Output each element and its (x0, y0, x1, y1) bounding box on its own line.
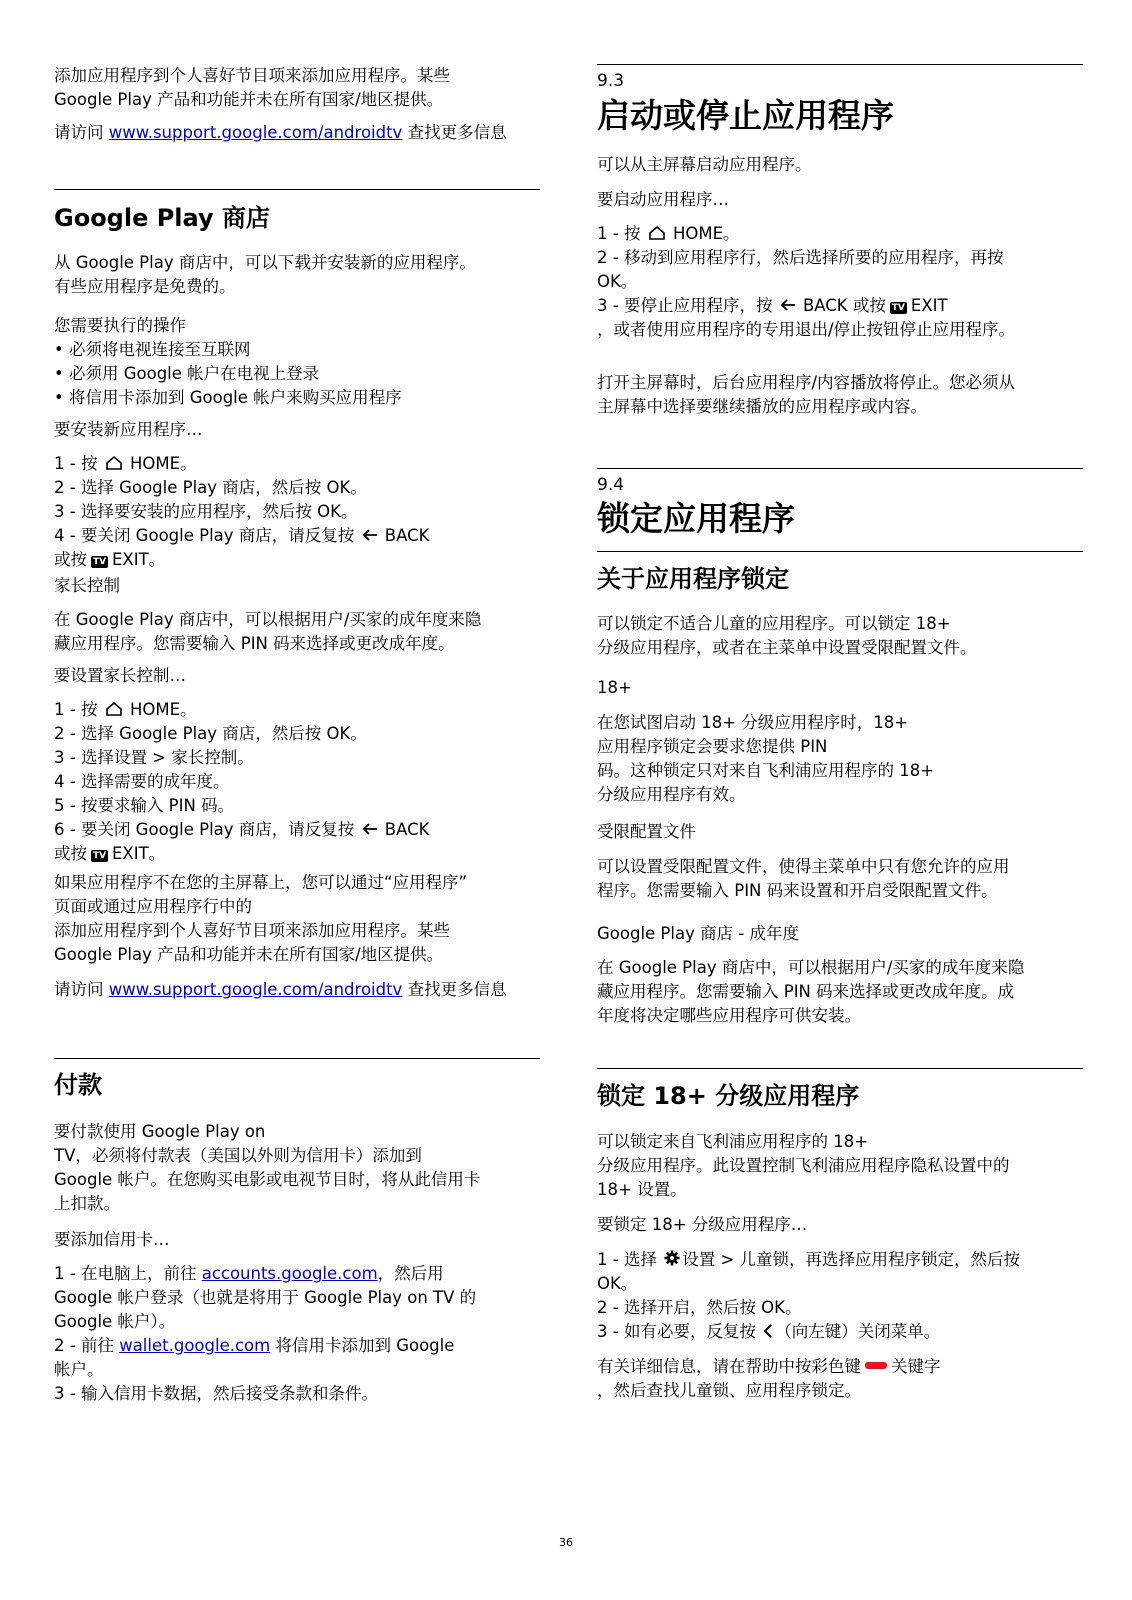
step: 2 - 选择开启，然后按 OK。 (597, 1298, 802, 1317)
back-arrow-icon (362, 822, 378, 836)
paragraph-line: 分级应用程序。此设置控制飞利浦应用程序隐私设置中的 (597, 1156, 1010, 1175)
step: 4 - 要关闭 Google Play 商店，请反复按 BACK (54, 526, 430, 545)
step: 3 - 选择设置 > 家长控制。 (54, 748, 254, 767)
page-number: 36 (559, 1536, 573, 1549)
subheading: Google Play 商店 - 成年度 (597, 924, 800, 943)
step: 3 - 选择要安装的应用程序，然后按 OK。 (54, 502, 358, 521)
step: 或按 TV EXIT。 (54, 844, 166, 863)
step: 1 - 按 HOME。 (597, 224, 740, 243)
section-divider (54, 1058, 540, 1059)
step: 5 - 按要求输入 PIN 码。 (54, 796, 235, 815)
step: 6 - 要关闭 Google Play 商店，请反复按 BACK (54, 820, 430, 839)
paragraph-line: 有关详细信息，请在帮助中按彩色键 关键字 (597, 1357, 941, 1376)
subheading: 要添加信用卡… (54, 1230, 170, 1249)
paragraph-line: 主屏幕中选择要继续播放的应用程序或内容。 (597, 397, 927, 416)
step: 1 - 按 HOME。 (54, 700, 197, 719)
section-title: 付款 (54, 1071, 102, 1099)
home-icon (105, 455, 123, 470)
paragraph-line: 分级应用程序，或者在主菜单中设置受限配置文件。 (597, 638, 977, 657)
step: 1 - 按 HOME。 (54, 454, 197, 473)
paragraph-line: 打开主屏幕时，后台应用程序/内容播放将停止。您必须从 (597, 373, 1016, 392)
bullet-item: • 必须将电视连接至互联网 (54, 340, 251, 359)
red-color-key-icon (865, 1362, 887, 1369)
section-divider (597, 64, 1083, 65)
section-title: Google Play 商店 (54, 204, 270, 232)
home-icon (648, 225, 666, 240)
paragraph-line: 藏应用程序。您需要输入 PIN 码来选择或更改成年度。成 (597, 982, 1015, 1001)
step: Google 帐户）。 (54, 1312, 176, 1331)
support-link[interactable]: www.support.google.com/androidtv (108, 123, 403, 142)
step: 2 - 前往 wallet.google.com 将信用卡添加到 Google (54, 1336, 455, 1355)
paragraph-line: 在 Google Play 商店中，可以根据用户/买家的成年度来隐 (597, 958, 1025, 977)
accounts-link[interactable]: accounts.google.com (201, 1264, 378, 1283)
section-divider (597, 1068, 1083, 1069)
intro-line: Google Play 产品和功能并未在所有国家/地区提供。 (54, 90, 444, 109)
subheading: 受限配置文件 (597, 822, 696, 841)
paragraph-line: 有些应用程序是免费的。 (54, 277, 236, 296)
step: 帐户。 (54, 1360, 104, 1379)
step: 1 - 选择 设置 > 儿童锁，再选择应用程序锁定，然后按 (597, 1250, 1021, 1269)
section-number: 9.3 (597, 71, 625, 91)
gear-icon (664, 1250, 680, 1266)
section-divider (597, 551, 1083, 552)
tv-icon: TV (891, 303, 905, 313)
subheading: 要锁定 18+ 分级应用程序… (597, 1215, 808, 1234)
support-link[interactable]: www.support.google.com/androidtv (108, 980, 403, 999)
paragraph-line: 可以从主屏幕启动应用程序。 (597, 155, 812, 174)
subheading: 要启动应用程序… (597, 190, 729, 209)
section-number: 9.4 (597, 475, 625, 495)
bullet-item: • 将信用卡添加到 Google 帐户来购买应用程序 (54, 388, 402, 407)
paragraph-line: 在 Google Play 商店中，可以根据用户/买家的成年度来隐 (54, 610, 482, 629)
paragraph-line: 要付款使用 Google Play on (54, 1122, 266, 1141)
step: 2 - 移动到应用程序行，然后选择所要的应用程序，再按 (597, 248, 1004, 267)
paragraph-line: 页面或通过应用程序行中的 (54, 897, 252, 916)
step: ，或者使用应用程序的专用退出/停止按钮停止应用程序。 (597, 320, 1016, 339)
step: OK。 (597, 272, 638, 291)
section-divider (597, 468, 1083, 469)
chevron-left-icon (763, 1324, 773, 1338)
wallet-link[interactable]: wallet.google.com (119, 1336, 271, 1355)
paragraph-line: 应用程序锁定会要求您提供 PIN (597, 737, 828, 756)
home-icon (105, 701, 123, 716)
paragraph-line: 码。这种锁定只对来自飞利浦应用程序的 18+ (597, 761, 935, 780)
step: 3 - 要停止应用程序，按 BACK 或按 TV EXIT (597, 296, 948, 315)
paragraph-line: 上扣款。 (54, 1194, 120, 1213)
subheading: 18+ (597, 678, 632, 697)
section-title: 锁定应用程序 (597, 499, 795, 538)
paragraph-line: 添加应用程序到个人喜好节目项来添加应用程序。某些 (54, 921, 450, 940)
step: 4 - 选择需要的成年度。 (54, 772, 230, 791)
paragraph-line: 可以设置受限配置文件，使得主菜单中只有您允许的应用 (597, 857, 1010, 876)
paragraph-line: 可以锁定来自飞利浦应用程序的 18+ (597, 1132, 869, 1151)
step: 或按 TV EXIT。 (54, 550, 166, 569)
step: 3 - 如有必要，反复按 （向左键）关闭菜单。 (597, 1322, 941, 1341)
back-arrow-icon (780, 298, 796, 312)
paragraph-line: 程序。您需要输入 PIN 码来设置和开启受限配置文件。 (597, 881, 998, 900)
paragraph-line: ，然后查找儿童锁、应用程序锁定。 (597, 1381, 861, 1400)
paragraph-line: 在您试图启动 18+ 分级应用程序时，18+ (597, 713, 909, 732)
step: 2 - 选择 Google Play 商店，然后按 OK。 (54, 724, 367, 743)
intro-visit: 请访问 www.support.google.com/androidtv 查找更多信息 (54, 123, 507, 142)
step: 1 - 在电脑上，前往 accounts.google.com，然后用 (54, 1264, 444, 1283)
step: 3 - 输入信用卡数据，然后接受条款和条件。 (54, 1384, 378, 1403)
section-divider (54, 189, 540, 190)
intro-line: 添加应用程序到个人喜好节目项来添加应用程序。某些 (54, 66, 450, 85)
paragraph-line: Google 帐户。在您购买电影或电视节目时，将从此信用卡 (54, 1170, 481, 1189)
step: OK。 (597, 1274, 638, 1293)
tv-icon: TV (92, 557, 107, 567)
paragraph-line: 年度将决定哪些应用程序可供安装。 (597, 1006, 861, 1025)
tv-icon: TV (92, 851, 107, 861)
paragraph-line: 可以锁定不适合儿童的应用程序。可以锁定 18+ (597, 614, 951, 633)
step: Google 帐户登录（也就是将用于 Google Play on TV 的 (54, 1288, 477, 1307)
paragraph-line: 18+ 设置。 (597, 1180, 687, 1199)
back-arrow-icon (362, 528, 378, 542)
paragraph-line: 如果应用程序不在您的主屏幕上，您可以通过“应用程序” (54, 873, 468, 892)
paragraph-line: 藏应用程序。您需要输入 PIN 码来选择或更改成年度。 (54, 634, 455, 653)
bullet-item: • 必须用 Google 帐户在电视上登录 (54, 364, 320, 383)
subsection-title: 锁定 18+ 分级应用程序 (597, 1082, 860, 1110)
subsection-title: 关于应用程序锁定 (597, 565, 789, 593)
subheading: 要设置家长控制… (54, 666, 186, 685)
subheading: 家长控制 (54, 576, 120, 595)
paragraph-line: TV，必须将付款表（美国以外则为信用卡）添加到 (54, 1146, 422, 1165)
section-title: 启动或停止应用程序 (597, 96, 894, 135)
paragraph-line: 从 Google Play 商店中，可以下载并安装新的应用程序。 (54, 253, 476, 272)
paragraph-line: 分级应用程序有效。 (597, 785, 746, 804)
subheading: 要安装新应用程序… (54, 420, 203, 439)
subheading: 您需要执行的操作 (54, 316, 186, 335)
step: 2 - 选择 Google Play 商店，然后按 OK。 (54, 478, 367, 497)
paragraph-line: Google Play 产品和功能并未在所有国家/地区提供。 (54, 945, 444, 964)
gplay-visit: 请访问 www.support.google.com/androidtv 查找更多信息 (54, 980, 507, 999)
